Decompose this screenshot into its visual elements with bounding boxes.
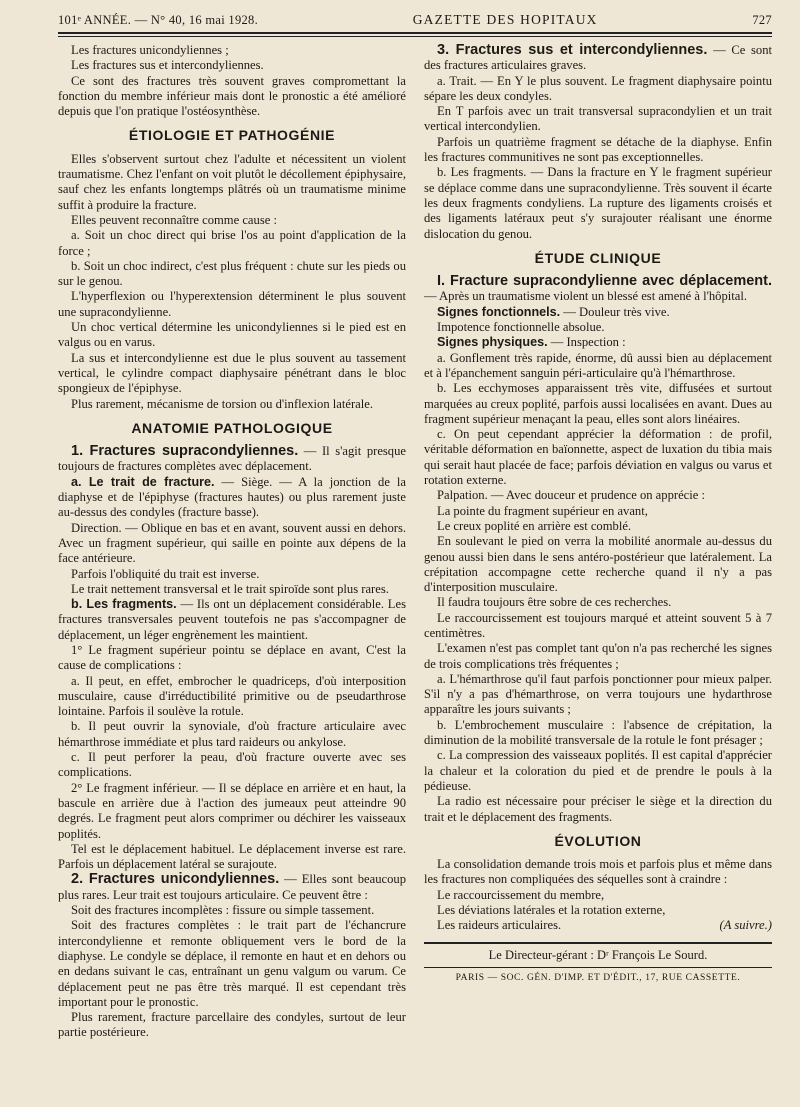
paragraph: Tel est le déplacement habituel. Le déplacement inverse est rare. Parfois un déplacement latéral se surajoute.	[58, 841, 406, 872]
paragraph	[424, 305, 772, 320]
subheading: 1. Fractures supracondyliennes.	[71, 443, 299, 460]
paragraph: L'examen n'est pas complet tant qu'on n'a pas recherché les signes de trois complications très fréquentes ;	[424, 641, 772, 671]
subheading: Signes fonctionnels.	[437, 304, 561, 319]
paragraph: Le raccourcissement est toujours marqué et atteint souvent 5 à 7 centimètres.	[424, 610, 772, 640]
header-rule	[58, 32, 772, 37]
paragraph: 2° Le fragment inférieur. — Il se déplace en arrière et en haut, la bascule en arrière due à l'action des jumeaux peut atteindre 90 degrés. Le fragment peut alors comprimer ou déchirer les vaisseaux poplités.	[58, 780, 406, 841]
paragraph: c. On peut cependant apprécier la déformation : de profil, véritable déformation en baïonnette, aspect de luxation du tibia mais qui serait haut placée de face; parfois déviation en valgus ou varus et rotation externe.	[424, 427, 772, 488]
paragraph	[424, 918, 772, 933]
paragraph: Les déviations latérales et la rotation externe,	[437, 903, 666, 918]
paragraph: La sus et intercondylienne est due le plus souvent au tassement vertical, le cylindre compact diaphysaire pénétrant dans le bloc spongieux de l'épiphyse.	[58, 350, 406, 396]
subheading: a. Le trait de fracture.	[71, 474, 215, 489]
section-title-etiology: ÉTIOLOGIE ET PATHOGÉNIE	[128, 127, 336, 144]
paragraph: Plus rarement, mécanisme de torsion ou d'inflexion latérale.	[71, 396, 373, 411]
paragraph: En soulevant le pied on verra la mobilité anormale au-dessus du genou aussi bien dans le sens antéro-postérieur que latéralement. La crépitation accompagne cette recherche quand il n'y a pas d'interposition musculaire.	[424, 534, 772, 595]
paragraph: 1° Le fragment supérieur pointu se déplace en avant, C'est la cause de complications :	[58, 642, 406, 673]
paragraph: c. La compression des vaisseaux poplités. Il est capital d'apprécier la chaleur et la coloration du pied et de prendre le pouls à la pédieuse.	[424, 748, 772, 793]
text: Les raideurs articulaires.	[437, 918, 562, 933]
page-header	[58, 12, 772, 28]
paragraph: b. Soit un choc indirect, c'est plus fréquent : chute sur les pieds ou sur le genou.	[58, 258, 406, 289]
text: — Douleur très vive.	[560, 304, 670, 319]
section-title-evolution: ÉVOLUTION	[554, 832, 642, 849]
paragraph: Direction. — Oblique en bas et en avant, souvent aussi en dehors. Avec un fragment supérieur, qui saille en pointe aux dépens de la face antérieure.	[58, 520, 406, 566]
text: — Il s'agit presque toujours de fractures complètes avec déplacement.	[58, 444, 406, 474]
paragraph: Impotence fonctionnelle absolue.	[437, 320, 605, 335]
paragraph: La radio est nécessaire pour préciser le siège et la direction du trait et le déplacement des fragments.	[424, 794, 772, 824]
paragraph: a. Il peut, en effet, embrocher le quadriceps, d'où interposition musculaire, cause d'irréductibilité primitive ou de pseudarthrose lointaine. Parfois il soulève la rotule.	[58, 673, 406, 719]
paragraph: La pointe du fragment supérieur en avant,	[437, 503, 648, 518]
text: — Inspection :	[547, 335, 626, 350]
subheading: Signes physiques.	[437, 335, 548, 350]
paragraph: Parfois l'obliquité du trait est inverse.	[71, 566, 260, 581]
paragraph: Le creux poplité en arrière est comblé.	[437, 518, 632, 533]
paragraph: a. Gonflement très rapide, énorme, dû aussi bien au déplacement et à l'épanchement sanguin péri-articulaire qu'à l'hémarthrose.	[424, 350, 772, 380]
section-title-clinical: ÉTUDE CLINIQUE	[534, 249, 662, 266]
paragraph: Les fractures sus et intercondyliennes.	[71, 58, 264, 73]
director-credit: Le Directeur-gérant : Dʳ François Le Sourd.	[424, 942, 772, 963]
paragraph: Un choc vertical détermine les unicondyliennes si le pied est en valgus ou en varus.	[58, 320, 406, 350]
paragraph: Il faudra toujours être sobre de ces recherches.	[437, 595, 672, 610]
paragraph	[424, 335, 772, 350]
paragraph	[58, 597, 406, 643]
paragraph	[424, 274, 772, 305]
text: — Ils ont un déplacement considérable. Les fractures transversales peuvent toutefois ne pas s'accompagner de déplacement, un léger engrènement les maintient.	[58, 597, 406, 642]
subheading: 2. Fractures unicondyliennes.	[71, 871, 280, 888]
paragraph: La consolidation demande trois mois et parfois plus et même dans les fractures non compliquées des séquelles sont à craindre :	[424, 857, 772, 887]
section-title-anatomy: ANATOMIE PATHOLOGIQUE	[131, 419, 333, 436]
paragraph	[58, 444, 406, 475]
paragraph: En T parfois avec un trait transversal supracondylien et un trait vertical intercondylien.	[424, 104, 772, 134]
paragraph: b. Il peut ouvrir la synoviale, d'où fracture articulaire avec hémarthrose immédiate et plus tard raideurs ou ankylose.	[58, 719, 406, 749]
paragraph: Palpation. — Avec douceur et prudence on apprécie :	[437, 488, 705, 503]
issue-info: 101ᵉ ANNÉE. — N° 40, 16 mai 1928.	[58, 13, 259, 27]
paragraph: Le raccourcissement du membre,	[437, 887, 605, 902]
paragraph: b. Les fragments. — Dans la fracture en Y le fragment supérieur se déplace comme dans une supracondylienne. Très souvent il écarte les deux fragments condyliens. La rupture des ligaments croisés et des ligaments latéraux peut s'y surajouter réalisant une énorme dislocation du genou.	[424, 165, 772, 241]
paragraph: b. Les ecchymoses apparaissent très vite, diffusées et surtout marquées au creux poplité, parfois aussi localisées en avant. Dues au fragment supérieur menaçant la peau, elles sont alors linéaires.	[424, 381, 772, 426]
paragraph: a. Soit un choc direct qui brise l'os au point d'application de la force ;	[58, 228, 406, 258]
left-column	[58, 43, 406, 1041]
paragraph	[58, 872, 406, 903]
subheading: I. Fracture supracondylienne avec déplacement.	[437, 273, 772, 290]
text: — Ce sont des fractures articulaires graves.	[424, 43, 772, 73]
paragraph: a. Trait. — En Y le plus souvent. Le fragment diaphysaire pointu sépare les deux condyles.	[424, 73, 772, 103]
paragraph	[58, 475, 406, 521]
text: — Elles sont beaucoup plus rares. Leur trait est toujours articulaire. Ce peuvent être :	[58, 872, 407, 902]
paragraph: Elles s'observent surtout chez l'adulte et nécessitent un violent traumatisme. Chez l'enfant on voit plutôt le décollement épiphysaire, sauf chez les enfants longtemps plâtrés où un traumatisme minime suffit à produire la fracture.	[58, 151, 406, 212]
text: — Siège. — A la jonction de la diaphyse et de l'épiphyse (fractures hautes) ou plus rarement juste au-dessus des condyles (fracture basse).	[58, 474, 407, 520]
paragraph: a. L'hémarthrose qu'il faut parfois ponctionner pour mieux palper. S'il n'y a pas d'hémarthrose, on verra toujours une hydarthrose apparaître les jours suivants ;	[424, 671, 772, 717]
paragraph: Plus rarement, fracture parcellaire des condyles, surtout de leur partie postérieure.	[58, 1010, 406, 1040]
paragraph: b. L'embrochement musculaire : l'absence de crépitation, la diminution de la mobilité transversale de la rotule le font présager ;	[424, 717, 772, 748]
article-columns	[58, 43, 772, 1041]
paragraph: Le trait nettement transversal et le trait spiroïde sont plus rares.	[71, 581, 389, 596]
paragraph: Soit des fractures complètes : le trait part de l'échancrure intercondylienne et remonte obliquement vers le bord de la diaphyse. Le condyle se déplace, il remonte en haut et en dehors ou en dedans suivant le cas, entraînant un genu valgum ou varum. Ce déplacement peut ne pas être très marqué. Il est cependant très important pour le pronostic.	[58, 918, 406, 1009]
journal-title: GAZETTE DES HOPITAUX	[412, 12, 598, 27]
paragraph: Elles peuvent reconnaître comme cause :	[71, 212, 277, 227]
paragraph: L'hyperflexion ou l'hyperextension déterminent le plus souvent une supracondylienne.	[58, 289, 406, 319]
paragraph: Les fractures unicondyliennes ;	[71, 43, 229, 57]
paragraph: c. Il peut perforer la peau, d'où fracture ouverte avec ses complications.	[58, 750, 406, 780]
paragraph: Parfois un quatrième fragment se détache de la diaphyse. Enfin les fractures communitives ne sont pas exceptionnelles.	[424, 134, 772, 165]
paragraph: Soit des fractures incomplètes : fissure ou simple tassement.	[71, 903, 375, 918]
subheading: b. Les fragments.	[71, 597, 177, 612]
subheading: 3. Fractures sus et intercondyliennes.	[437, 42, 708, 58]
paragraph	[424, 43, 772, 74]
right-column	[424, 43, 772, 1041]
to-be-continued: (A suivre.)	[719, 918, 772, 933]
page-number: 727	[752, 13, 772, 27]
text: — Après un traumatisme violent un blessé est amené à l'hôpital.	[424, 289, 747, 304]
paragraph: Ce sont des fractures très souvent graves compromettant la fonction du membre inférieur mais dont le pronostic a été amélioré depuis que l'on pratique l'ostéosynthèse.	[58, 73, 406, 119]
printer-line: PARIS — SOC. GÉN. D'IMP. ET D'ÉDIT., 17, RUE CASSETTE.	[424, 967, 772, 986]
